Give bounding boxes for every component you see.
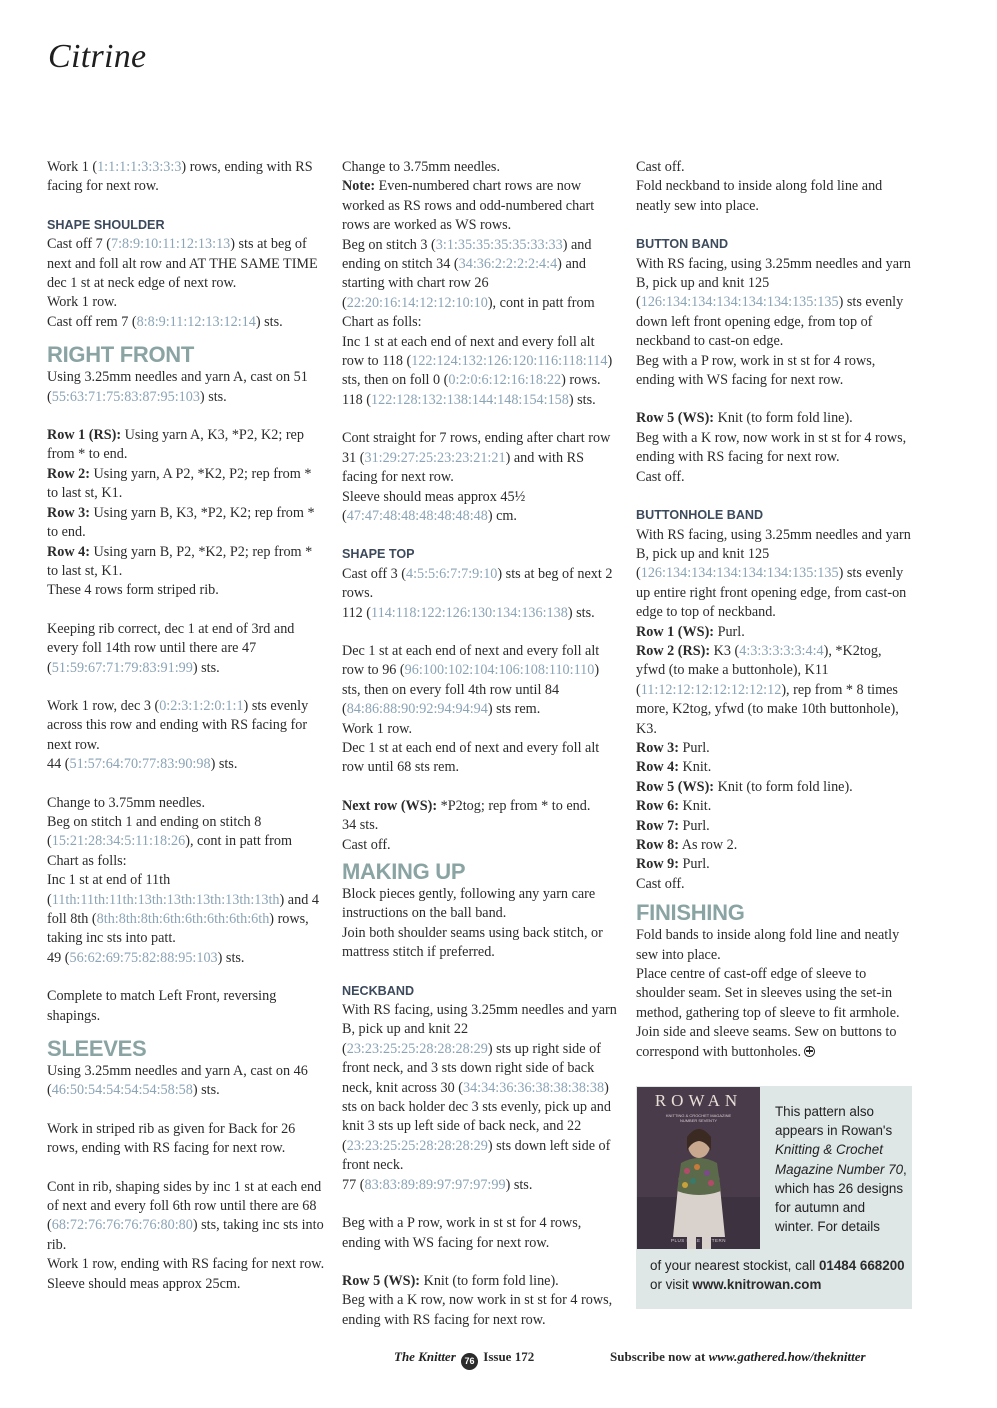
paragraph: 44 (51:57:64:70:77:83:90:98) sts. (47, 756, 238, 773)
paragraph: Cast off 3 (4:5:5:6:7:7:9:10) sts at beg of next 2 rows. (342, 565, 613, 602)
paragraph: Work 1 (1:1:1:1:3:3:3:3) rows, ending with RS facing for next row. (47, 159, 313, 195)
paragraph: Using 3.25mm needles and yarn A, cast on 46 (46:50:54:54:54:54:58:58) sts. (47, 1063, 308, 1099)
paragraph: Cast off rem 7 (8:8:9:11:12:13:12:14) sts. (47, 313, 283, 330)
page-title: Citrine (48, 38, 147, 75)
paragraph: Sleeve should meas approx 25cm. (47, 1275, 241, 1292)
end-of-pattern-icon (804, 1046, 815, 1057)
ad-phone: 01484 668200 (818, 1258, 905, 1273)
paragraph: 49 (56:62:69:75:82:88:95:103) sts. (47, 949, 245, 966)
paragraph: Beg on stitch 3 (3:1:35:35:35:35:33:33) and ending on stitch 34 (34:36:2:2:2:2:4:4) and starting with chart row 26 (22:20:16:14:12:12:10:10), cont in patt from Chart as folls: (342, 236, 595, 331)
footer-subscribe: Subscribe now at www.gathered.how/theknitter (610, 1349, 866, 1364)
paragraph: Work in striped rib as given for Back for 26 rows, ending with RS facing for next row. (47, 1120, 296, 1157)
paragraph: These 4 rows form striped rib. (47, 582, 219, 599)
row-instruction: Row 2 (RS): K3 (4:3:3:3:3:3:4:4), *K2tog, yfwd (to make a buttonhole), K11 (11:12:12:12:12:12:12:12), rep from * 8 times more, K2tog, yfwd (to make 10th buttonhole), K3. (636, 642, 899, 737)
column-1 (47, 158, 325, 1294)
paragraph: With RS facing, using 3.25mm needles and yarn B, pick up and knit 125 (126:134:134:134:134:134:135:135) sts evenly up entire right front opening edge, from cast-on edge to top of neckband. (636, 526, 911, 621)
paragraph: Place centre of cast-off edge of sleeve to shoulder seam. Set in sleeves using the set-in method, gathering top of sleeve to fit armhole. (636, 966, 900, 1021)
paragraph: Work 1 row. (342, 720, 413, 737)
paragraph: Complete to match Left Front, reversing shapings. (47, 988, 277, 1024)
paragraph: Cast off. (636, 875, 685, 892)
subheading-shape-top: SHAPE TOP (342, 547, 415, 562)
heading-right-front: RIGHT FRONT (47, 342, 195, 368)
row-instruction: Row 6: Knit. (636, 798, 712, 815)
paragraph: Inc 1 st at each end of next and every foll alt row to 118 (122:124:132:126:120:116:118:114) sts, then on foll 0 (0:2:0:6:12:16:18:22) rows. (342, 333, 613, 389)
row-instruction: Row 7: Purl. (636, 817, 710, 834)
row-instruction: Row 8: As row 2. (636, 837, 738, 853)
footer-magazine-name: The Knitter (394, 1349, 456, 1364)
paragraph: Beg with a K row, now work in st st for 4 rows, ending with RS facing for next row. (342, 1292, 613, 1328)
column-2 (342, 158, 620, 1330)
ad-url[interactable]: www.knitrowan.com (692, 1277, 822, 1293)
ad-text-contact: of your nearest stockist, call 01484 668200 or visit www.knitrowan.com (650, 1258, 905, 1293)
paragraph: Cast off. (636, 159, 685, 175)
heading-sleeves: SLEEVES (47, 1036, 147, 1062)
paragraph: Beg with a P row, work in st st for 4 rows, ending with WS facing for next row. (342, 1215, 582, 1251)
paragraph: Work 1 row, ending with RS facing for next row. (47, 1256, 325, 1273)
paragraph: Sleeve should meas approx 45½ (47:47:48:48:48:48:48:48) cm. (342, 488, 526, 524)
column-3 (636, 158, 914, 1062)
paragraph: 112 (114:118:122:126:130:134:136:138) sts. (342, 604, 595, 621)
subheading-buttonhole-band: BUTTONHOLE BAND (636, 508, 764, 523)
footer-subscribe-link[interactable]: www.gathered.how/theknitter (708, 1349, 866, 1364)
subheading-neckband: NECKBAND (342, 983, 415, 998)
cover-brand: ROWAN (654, 1091, 743, 1110)
paragraph: Block pieces gently, following any yarn care instructions on the ball band. (342, 886, 596, 922)
subheading-shape-shoulder: SHAPE SHOULDER (47, 217, 165, 232)
paragraph: Work 1 row, dec 3 (0:2:3:1:2:0:1:1) sts evenly across this row and ending with RS facing for next row. (47, 697, 309, 753)
heading-finishing: FINISHING (636, 900, 745, 926)
paragraph: Cont straight for 7 rows, ending after chart row 31 (31:29:27:25:23:23:21:21) and with RS facing for next row. (342, 430, 611, 486)
paragraph: 118 (122:128:132:138:144:148:154:158) sts. (342, 391, 596, 408)
paragraph: Beg with a K row, now work in st st for 4 rows, ending with RS facing for next row. (636, 429, 907, 466)
paragraph: With RS facing, using 3.25mm needles and yarn B, pick up and knit 22 (23:23:25:25:28:28:28:29) sts up right side of front neck, and 3 sts down right side of back neck, knit across 30 (34:34:36:36:38:38:38:38) sts on back holder dec 3 sts evenly, pick up and knit 3 sts up left side of back neck, and 22 (23:23:25:25:28:28:28:29) sts down left side of front neck. (342, 1002, 617, 1174)
paragraph: Join both shoulder seams using back stitch, or mattress stitch if preferred. (342, 924, 603, 961)
paragraph: Change to 3.75mm needles. (47, 794, 206, 811)
row-instruction: Row 5 (WS): Knit (to form fold line). (636, 410, 853, 427)
paragraph: Fold neckband to inside along fold line and neatly sew into place. (636, 178, 883, 214)
paragraph: Inc 1 st at end of 11th (11th:11th:11th:13th:13th:13th:13th:13th) and 4 foll 8th (8th:8th:8th:6th:6th:6th:6th:6th) rows, taking inc sts into patt. (47, 872, 319, 947)
row-instruction: Row 1 (WS): Purl. (636, 623, 745, 640)
cover-subtitle: KNITTING & CROCHET MAGAZINE NUMBER SEVENTY (665, 1113, 732, 1123)
row-instruction: Row 4: Knit. (636, 759, 712, 776)
paragraph: Join side and sleeve seams. Sew on buttons to correspond with buttonholes. (636, 1024, 897, 1060)
paragraph: Cast off. (636, 468, 685, 485)
paragraph: Dec 1 st at each end of next and every foll alt row to 96 (96:100:102:104:106:108:110:110) sts, then on every foll 4th row until 84 (84:86:88:90:92:94:94:94) sts rem. (342, 642, 600, 718)
paragraph: 34 sts. (342, 817, 379, 834)
paragraph: Beg with a P row, work in st st for 4 rows, ending with WS facing for next row. (636, 352, 876, 389)
paragraph: Work 1 row. (47, 294, 118, 311)
paragraph: Keeping rib correct, dec 1 at end of 3rd and every foll 14th row until there are 47 (51:59:67:71:79:83:91:99) sts. (47, 620, 295, 676)
ad-text: This pattern also appears in Rowan's Knitting & Crochet Magazine Number 70, which has 26 designs for autumn and winter. For details (775, 1104, 907, 1235)
footer-issue (394, 1349, 534, 1369)
heading-making-up: MAKING UP (342, 859, 466, 884)
paragraph: Cast off. (342, 836, 391, 853)
paragraph: Change to 3.75mm needles. (342, 159, 501, 175)
paragraph: With RS facing, using 3.25mm needles and yarn B, pick up and knit 125 (126:134:134:134:134:134:135:135) sts evenly down left front opening edge, from top of neckband to cast-on edge. (636, 255, 911, 350)
paragraph: Using 3.25mm needles and yarn A, cast on 51 (55:63:71:75:83:87:95:103) sts. (47, 369, 308, 405)
row-instruction: Row 3: Using yarn B, K3, *P2, K2; rep from * to end. (47, 504, 315, 541)
paragraph: Cont in rib, shaping sides by inc 1 st at each end of next and every foll 6th row until there are 68 (68:72:76:76:76:76:80:80) sts, taking inc sts into rib. (47, 1178, 324, 1253)
row-instruction: Row 5 (WS): Knit (to form fold line). (342, 1272, 559, 1289)
paragraph: Cast off 7 (7:8:9:10:11:12:13:13) sts at beg of next and foll alt row and AT THE SAME TIME dec 1 st at neck edge of next row. (47, 236, 318, 292)
row-instruction: Row 5 (WS): Knit (to form fold line). (636, 778, 853, 795)
magazine-cover-image (637, 1087, 760, 1249)
note: Note: Even-numbered chart rows are now worked as RS rows and odd-numbered chart rows are worked as WS rows. (342, 178, 595, 234)
row-instruction: Row 4: Using yarn B, P2, *K2, P2; rep from * to last st, K1. (47, 543, 313, 579)
cover-illustration-icon (637, 1087, 760, 1249)
subheading-button-band: BUTTON BAND (636, 237, 729, 252)
paragraph: Beg on stitch 1 and ending on stitch 8 (15:21:28:34:5:11:18:26), cont in patt from Chart as folls: (47, 813, 292, 869)
cover-footer: PLUS FREE PATTERN (670, 1238, 727, 1243)
row-instruction: Next row (WS): *P2tog; rep from * to end. (342, 797, 591, 814)
row-instruction: Row 1 (RS): Using yarn A, K3, *P2, K2; rep from * to end. (47, 427, 304, 463)
paragraph: Dec 1 st at each end of next and every foll alt row until 68 sts rem. (342, 739, 600, 776)
footer-issue-number: Issue 172 (483, 1349, 535, 1364)
page-number: 76 (461, 1353, 478, 1370)
row-instruction: Row 2: Using yarn, A P2, *K2, P2; rep from * to last st, K1. (47, 465, 312, 502)
paragraph: Fold bands to inside along fold line and neatly sew into place. (636, 927, 900, 963)
paragraph: 77 (83:83:89:89:97:97:97:99) sts. (342, 1176, 533, 1193)
row-instruction: Row 9: Purl. (636, 856, 710, 873)
row-instruction: Row 3: Purl. (636, 739, 710, 756)
